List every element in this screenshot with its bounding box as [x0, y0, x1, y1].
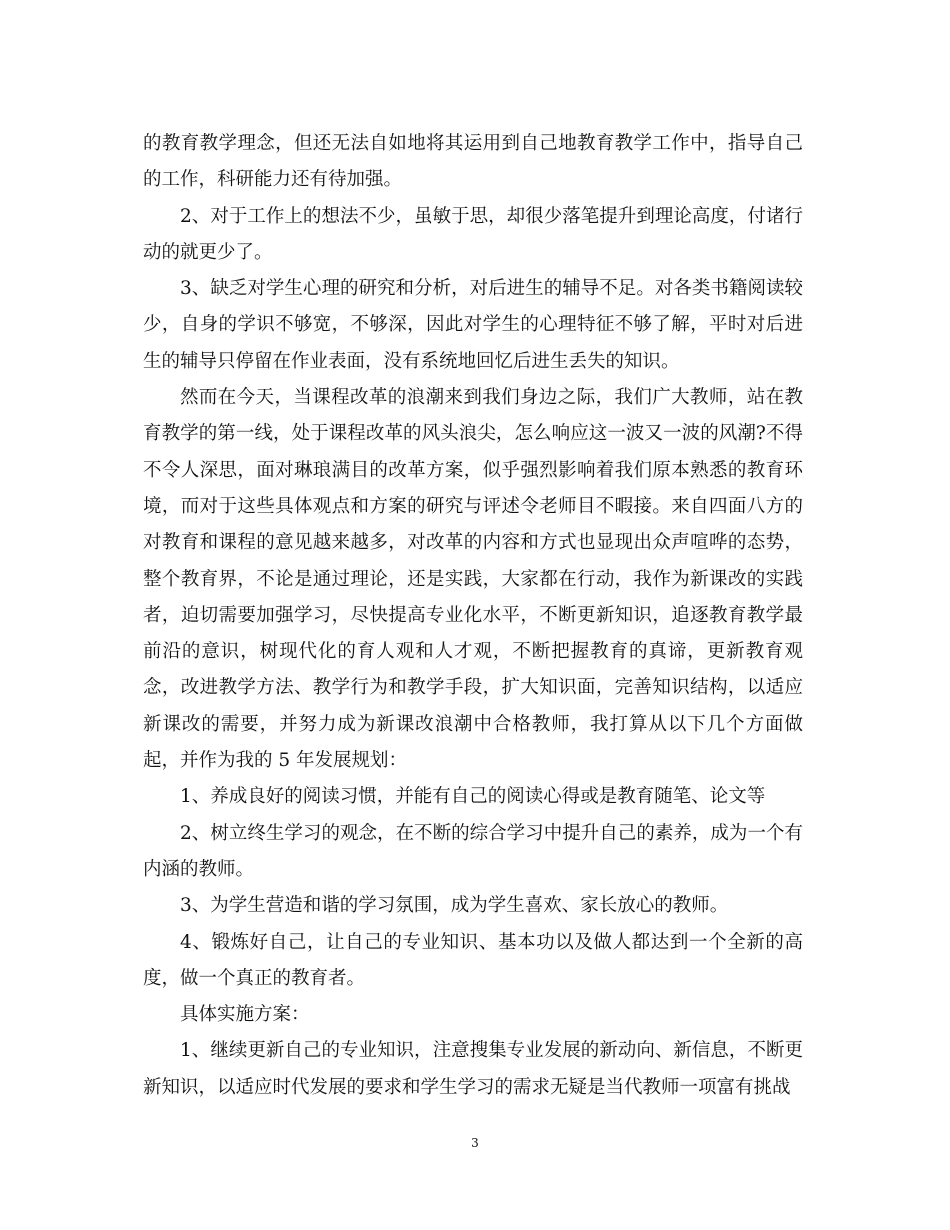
document-body: [143, 126, 803, 1106]
paragraph-plan-1: 1、继续更新自己的专业知识，注意搜集专业发展的新动向、新信息，不断更新知识，以适应时代发展的要求和学生学习的需求无疑是当代教师一项富有挑战: [143, 1040, 803, 1098]
paragraph-weakness-3: 3、缺乏对学生心理的研究和分析，对后进生的辅导不足。对各类书籍阅读较少，自身的学识不够宽，不够深，因此对学生的心理特征不够了解，平时对后进生的辅导只停留在作业表面，没有系统地回忆后进生丢失的知识。: [143, 278, 803, 372]
paragraph-goal-3: 3、为学生营造和谐的学习氛围，成为学生喜欢、家长放心的教师。: [180, 895, 729, 917]
page-number: 3: [471, 1136, 479, 1150]
paragraph-goal-2: 2、树立终生学习的观念，在不断的综合学习中提升自己的素养，成为一个有内涵的教师。: [143, 822, 803, 880]
paragraph-continuation: 的教育教学理念，但还无法自如地将其运用到自己地教育教学工作中，指导自己的工作，科研能力还有待加强。: [143, 133, 803, 191]
paragraph-reform-context: 然而在今天，当课程改革的浪潮来到我们身边之际，我们广大教师，站在教育教学的第一线，处于课程改革的风头浪尖，怎么响应这一波又一波的风潮?不得不令人深思，面对琳琅满目的改革方案，似乎强烈影响着我们原本熟悉的教育环境，而对于这些具体观点和方案的研究与评述令老师目不暇接。来自四面八方的对教育和课程的意见越来越多，对改革的内容和方式也显现出众声喧哗的态势，整个教育界，不论是通过理论，还是实践，大家都在行动，我作为新课改的实践者，迫切需要加强学习，尽快提高专业化水平，不断更新知识，追逐教育教学最前沿的意识，树现代化的育人观和人才观，不断把握教育的真谛，更新教育观念，改进教学方法、教学行为和教学手段，扩大知识面，完善知识结构，以适应新课改的需要，并努力成为新课改浪潮中合格教师，我打算从以下几个方面做起，并作为我的 5 年发展规划：: [143, 387, 803, 772]
section-heading-implementation: 具体实施方案：: [180, 1004, 310, 1026]
paragraph-weakness-2: 2、对于工作上的想法不少，虽敏于思，却很少落笔提升到理论高度，付诸行动的就更少了。: [143, 205, 803, 263]
paragraph-goal-4: 4、锻炼好自己，让自己的专业知识、基本功以及做人都达到一个全新的高度，做一个真正的教育者。: [143, 931, 803, 989]
paragraph-goal-1: 1、养成良好的阅读习惯，并能有自己的阅读心得或是教育随笔、论文等: [180, 786, 766, 808]
